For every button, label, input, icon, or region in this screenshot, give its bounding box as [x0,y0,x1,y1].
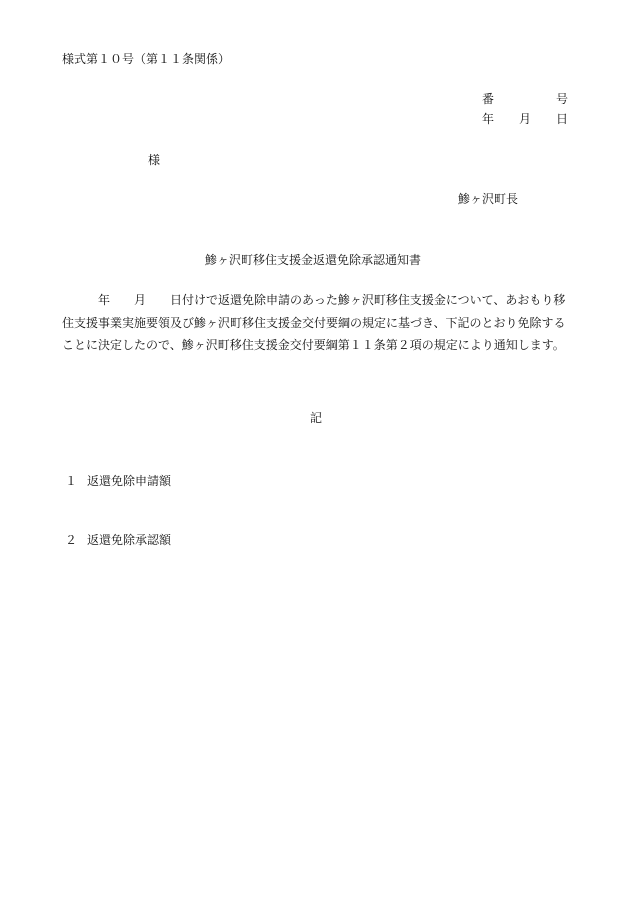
body-text: 日付けで返還免除申請のあった鯵ヶ沢町移住支援金について、あおもり移住支援事業実施要領及び鯵ヶ沢町移住支援金交付要綱の規定に基づき、下記のとおり免除することに決定したので、鯵ヶ沢町移住支援金交付要綱第１１条第２項の規定により通知します。 [62,293,566,352]
item-label: 返還免除申請額 [87,474,172,488]
item-number: ２ [65,533,78,547]
date-year: 年 [482,112,495,126]
body-month: 月 [134,293,147,307]
issuer: 鯵ヶ沢町長 [458,192,519,206]
doc-number-go: 号 [556,92,569,106]
ki-label: 記 [310,411,323,425]
doc-number-ban: 番 [482,92,495,106]
item-1 [65,472,171,489]
form-number: 様式第１０号（第１１条関係） [62,52,231,66]
item-label: 返還免除承認額 [87,533,172,547]
date-day: 日 [556,112,569,126]
item-number: １ [65,474,78,488]
date-month: 月 [519,112,532,126]
addressee-suffix: 様 [148,153,161,167]
body-year: 年 [98,293,111,307]
body-paragraph [62,289,570,357]
document-title: 鯵ヶ沢町移住支援金返還免除承認通知書 [205,253,422,267]
item-2 [65,531,171,548]
